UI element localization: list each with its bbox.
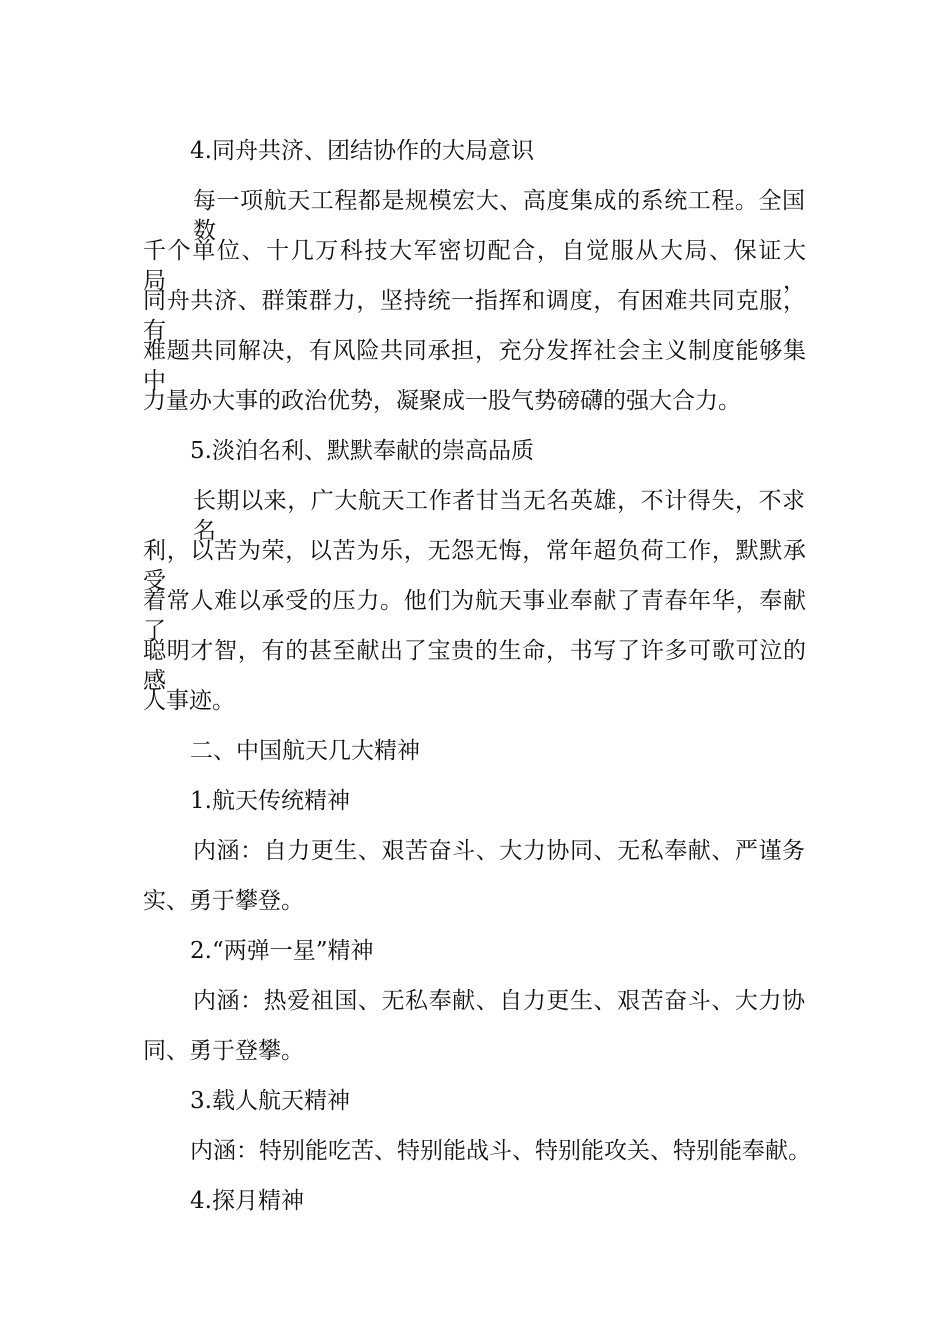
spirit-2-content-line-1: 内涵：热爱祖国、无私奉献、自力更生、艰苦奋斗、大力协: [193, 988, 805, 1014]
section-5-para-line-4: 聪明才智，有的甚至献出了宝贵的生命，书写了许多可歌可泣的感: [143, 638, 806, 694]
spirit-4-title: 4.探月精神: [190, 1188, 304, 1214]
spirit-2-title: 2.“两弹一星”精神: [190, 938, 374, 964]
section-4-para-line-2: 千个单位、十几万科技大军密切配合，自觉服从大局、保证大局，: [143, 238, 806, 294]
spirit-1-content-line-1: 内涵：自力更生、艰苦奋斗、大力协同、无私奉献、严谨务: [193, 838, 805, 864]
section-4-para-line-1: 每一项航天工程都是规模宏大、高度集成的系统工程。全国数: [193, 188, 805, 244]
section-4-para-line-4: 难题共同解决，有风险共同承担，充分发挥社会主义制度能够集中: [143, 338, 806, 394]
section-4-para-line-5: 力量办大事的政治优势，凝聚成一股气势磅礴的强大合力。: [143, 388, 741, 414]
spirit-2-content-line-2: 同、勇于登攀。: [143, 1038, 304, 1064]
spirit-3-content-line-1: 内涵：特别能吃苦、特别能战斗、特别能攻关、特别能奉献。: [190, 1138, 811, 1164]
section-4-heading: 4.同舟共济、团结协作的大局意识: [190, 138, 534, 164]
section-5-heading: 5.淡泊名利、默默奉献的崇高品质: [190, 438, 534, 464]
part-2-heading: 二、中国航天几大精神: [190, 738, 420, 764]
spirit-1-content-line-2: 实、勇于攀登。: [143, 888, 304, 914]
section-5-para-line-1: 长期以来，广大航天工作者甘当无名英雄，不计得失，不求名: [193, 488, 805, 544]
section-5-para-line-2: 利，以苦为荣，以苦为乐，无怨无悔，常年超负荷工作，默默承受: [143, 538, 806, 594]
spirit-3-title: 3.载人航天精神: [190, 1088, 350, 1114]
section-4-para-line-3: 同舟共济、群策群力，坚持统一指挥和调度，有困难共同克服，有: [143, 288, 806, 344]
section-5-para-line-5: 人事迹。: [143, 688, 235, 714]
spirit-1-title: 1.航天传统精神: [190, 788, 350, 814]
section-5-para-line-3: 着常人难以承受的压力。他们为航天事业奉献了青春年华，奉献了: [143, 588, 806, 644]
